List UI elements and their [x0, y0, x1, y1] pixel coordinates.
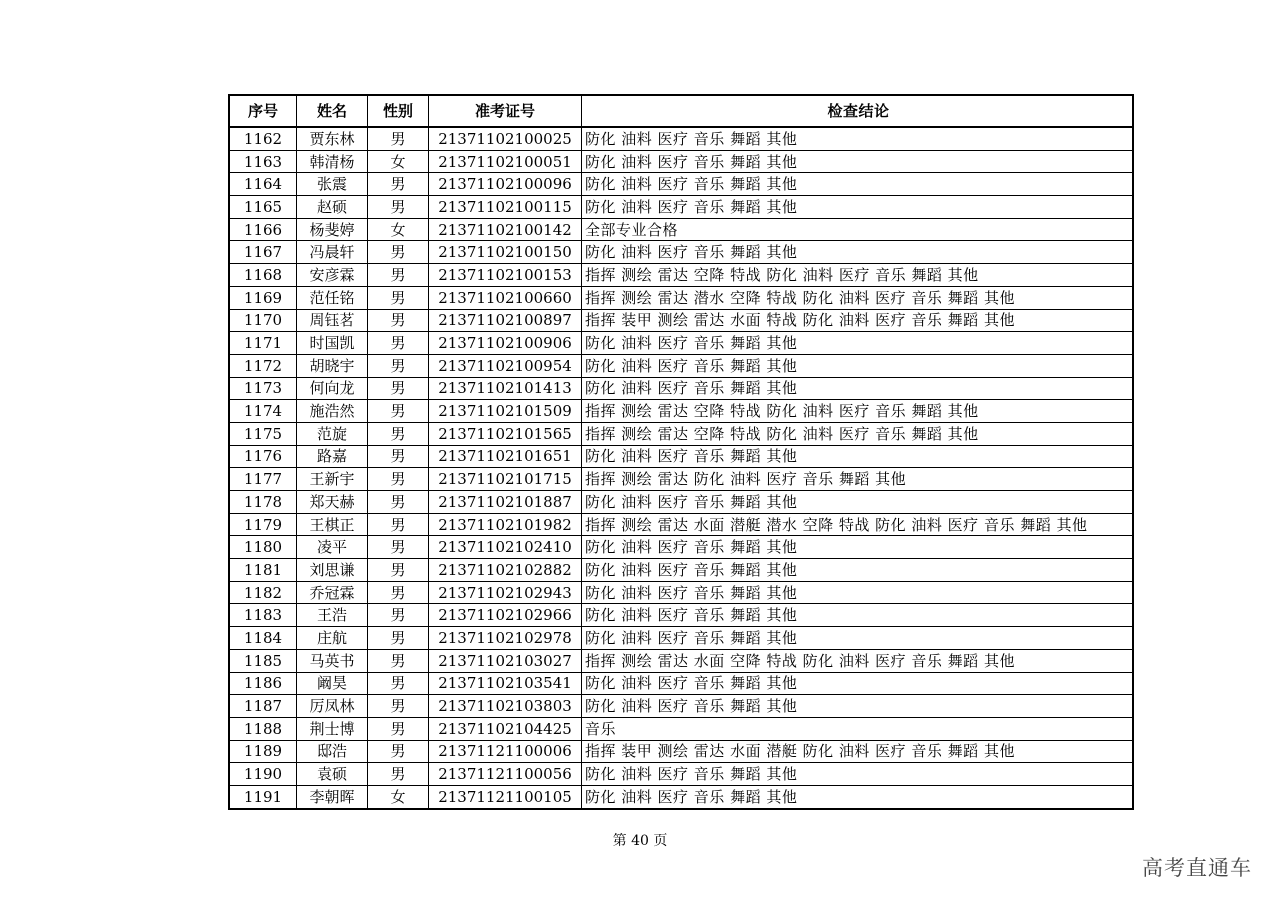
table-row [229, 627, 1133, 650]
table-row [229, 127, 1133, 150]
table-row [229, 264, 1133, 287]
row-seq: 1169 [229, 286, 297, 309]
row-conclusion: 防化 油料 医疗 音乐 舞蹈 其他 [582, 332, 1134, 355]
row-seq: 1184 [229, 627, 297, 650]
row-conclusion: 防化 油料 医疗 音乐 舞蹈 其他 [582, 536, 1134, 559]
row-name: 周钰茗 [297, 309, 368, 332]
results-table [228, 94, 1134, 810]
row-gender: 女 [368, 785, 429, 808]
row-conclusion: 防化 油料 医疗 音乐 舞蹈 其他 [582, 604, 1134, 627]
row-exam-id: 21371121100105 [429, 785, 582, 808]
row-gender: 男 [368, 740, 429, 763]
row-gender: 女 [368, 218, 429, 241]
row-conclusion: 防化 油料 医疗 音乐 舞蹈 其他 [582, 377, 1134, 400]
row-name: 乔冠霖 [297, 581, 368, 604]
row-name: 刘思谦 [297, 559, 368, 582]
row-name: 杨斐婷 [297, 218, 368, 241]
row-gender: 男 [368, 627, 429, 650]
row-exam-id: 21371102100025 [429, 127, 582, 150]
table-row [229, 422, 1133, 445]
row-gender: 男 [368, 717, 429, 740]
row-exam-id: 21371102102978 [429, 627, 582, 650]
row-exam-id: 21371102102882 [429, 559, 582, 582]
row-name: 马英书 [297, 649, 368, 672]
row-seq: 1163 [229, 150, 297, 173]
row-conclusion: 指挥 测绘 雷达 空降 特战 防化 油料 医疗 音乐 舞蹈 其他 [582, 264, 1134, 287]
table-body [229, 127, 1133, 809]
row-conclusion: 防化 油料 医疗 音乐 舞蹈 其他 [582, 559, 1134, 582]
row-conclusion: 防化 油料 医疗 音乐 舞蹈 其他 [582, 491, 1134, 514]
row-gender: 男 [368, 400, 429, 423]
row-gender: 男 [368, 354, 429, 377]
row-exam-id: 21371102101982 [429, 513, 582, 536]
row-seq: 1187 [229, 695, 297, 718]
row-seq: 1181 [229, 559, 297, 582]
row-conclusion: 指挥 测绘 雷达 潜水 空降 特战 防化 油料 医疗 音乐 舞蹈 其他 [582, 286, 1134, 309]
row-conclusion: 防化 油料 医疗 音乐 舞蹈 其他 [582, 763, 1134, 786]
row-name: 王浩 [297, 604, 368, 627]
row-conclusion: 音乐 [582, 717, 1134, 740]
row-name: 冯晨轩 [297, 241, 368, 264]
row-gender: 男 [368, 127, 429, 150]
row-exam-id: 21371121100056 [429, 763, 582, 786]
row-seq: 1188 [229, 717, 297, 740]
row-seq: 1182 [229, 581, 297, 604]
header-exam-id: 准考证号 [429, 95, 582, 127]
row-seq: 1178 [229, 491, 297, 514]
row-conclusion: 防化 油料 医疗 音乐 舞蹈 其他 [582, 581, 1134, 604]
row-exam-id: 21371102103027 [429, 649, 582, 672]
row-conclusion: 防化 油料 医疗 音乐 舞蹈 其他 [582, 173, 1134, 196]
row-exam-id: 21371102100906 [429, 332, 582, 355]
row-seq: 1168 [229, 264, 297, 287]
row-name: 施浩然 [297, 400, 368, 423]
row-exam-id: 21371102100096 [429, 173, 582, 196]
row-exam-id: 21371102103541 [429, 672, 582, 695]
header-name: 姓名 [297, 95, 368, 127]
row-name: 厉凤林 [297, 695, 368, 718]
table-row [229, 196, 1133, 219]
row-seq: 1164 [229, 173, 297, 196]
row-name: 路嘉 [297, 445, 368, 468]
row-gender: 男 [368, 491, 429, 514]
row-name: 郑天赫 [297, 491, 368, 514]
row-exam-id: 21371102101887 [429, 491, 582, 514]
table-row [229, 717, 1133, 740]
row-gender: 男 [368, 559, 429, 582]
table-row [229, 445, 1133, 468]
row-conclusion: 防化 油料 医疗 音乐 舞蹈 其他 [582, 354, 1134, 377]
row-conclusion: 防化 油料 医疗 音乐 舞蹈 其他 [582, 627, 1134, 650]
row-name: 赵硕 [297, 196, 368, 219]
row-seq: 1177 [229, 468, 297, 491]
row-name: 范旋 [297, 422, 368, 445]
row-seq: 1166 [229, 218, 297, 241]
table-row [229, 513, 1133, 536]
table-header-row [229, 95, 1133, 127]
row-name: 安彦霖 [297, 264, 368, 287]
row-seq: 1191 [229, 785, 297, 808]
row-seq: 1172 [229, 354, 297, 377]
header-seq: 序号 [229, 95, 297, 127]
row-gender: 男 [368, 422, 429, 445]
row-gender: 男 [368, 264, 429, 287]
row-exam-id: 21371102103803 [429, 695, 582, 718]
table-row [229, 332, 1133, 355]
row-gender: 男 [368, 581, 429, 604]
row-seq: 1185 [229, 649, 297, 672]
row-seq: 1173 [229, 377, 297, 400]
table-row [229, 491, 1133, 514]
row-name: 袁硕 [297, 763, 368, 786]
table-row [229, 695, 1133, 718]
watermark-text: 高考直通车 [1142, 856, 1252, 880]
row-name: 邸浩 [297, 740, 368, 763]
row-seq: 1186 [229, 672, 297, 695]
row-name: 时国凯 [297, 332, 368, 355]
row-conclusion: 防化 油料 医疗 音乐 舞蹈 其他 [582, 241, 1134, 264]
row-exam-id: 21371102100051 [429, 150, 582, 173]
row-gender: 男 [368, 672, 429, 695]
table-row [229, 150, 1133, 173]
row-conclusion: 指挥 装甲 测绘 雷达 水面 特战 防化 油料 医疗 音乐 舞蹈 其他 [582, 309, 1134, 332]
row-name: 韩清杨 [297, 150, 368, 173]
row-conclusion: 防化 油料 医疗 音乐 舞蹈 其他 [582, 150, 1134, 173]
row-conclusion: 全部专业合格 [582, 218, 1134, 241]
row-name: 李朝晖 [297, 785, 368, 808]
table-row [229, 241, 1133, 264]
row-gender: 女 [368, 150, 429, 173]
row-exam-id: 21371102101509 [429, 400, 582, 423]
row-seq: 1176 [229, 445, 297, 468]
table-row [229, 354, 1133, 377]
row-conclusion: 防化 油料 医疗 音乐 舞蹈 其他 [582, 672, 1134, 695]
row-conclusion: 指挥 测绘 雷达 防化 油料 医疗 音乐 舞蹈 其他 [582, 468, 1134, 491]
row-seq: 1170 [229, 309, 297, 332]
row-gender: 男 [368, 649, 429, 672]
row-seq: 1175 [229, 422, 297, 445]
table-row [229, 763, 1133, 786]
table-row [229, 785, 1133, 808]
row-gender: 男 [368, 241, 429, 264]
table-row [229, 604, 1133, 627]
table-row [229, 400, 1133, 423]
table-row [229, 740, 1133, 763]
row-gender: 男 [368, 445, 429, 468]
row-conclusion: 指挥 测绘 雷达 水面 空降 特战 防化 油料 医疗 音乐 舞蹈 其他 [582, 649, 1134, 672]
row-seq: 1167 [229, 241, 297, 264]
table-row [229, 309, 1133, 332]
row-name: 贾东林 [297, 127, 368, 150]
row-name: 庄航 [297, 627, 368, 650]
row-conclusion: 防化 油料 医疗 音乐 舞蹈 其他 [582, 785, 1134, 808]
row-name: 阚昊 [297, 672, 368, 695]
row-conclusion: 指挥 测绘 雷达 空降 特战 防化 油料 医疗 音乐 舞蹈 其他 [582, 422, 1134, 445]
row-gender: 男 [368, 173, 429, 196]
table-row [229, 581, 1133, 604]
table-row [229, 559, 1133, 582]
row-seq: 1179 [229, 513, 297, 536]
row-exam-id: 21371121100006 [429, 740, 582, 763]
row-conclusion: 指挥 装甲 测绘 雷达 水面 潜艇 防化 油料 医疗 音乐 舞蹈 其他 [582, 740, 1134, 763]
row-gender: 男 [368, 332, 429, 355]
row-name: 凌平 [297, 536, 368, 559]
row-gender: 男 [368, 604, 429, 627]
table-row [229, 286, 1133, 309]
row-exam-id: 21371102102966 [429, 604, 582, 627]
row-exam-id: 21371102100150 [429, 241, 582, 264]
row-name: 张震 [297, 173, 368, 196]
row-conclusion: 指挥 测绘 雷达 空降 特战 防化 油料 医疗 音乐 舞蹈 其他 [582, 400, 1134, 423]
row-gender: 男 [368, 309, 429, 332]
row-name: 荆士博 [297, 717, 368, 740]
row-gender: 男 [368, 196, 429, 219]
row-exam-id: 21371102102410 [429, 536, 582, 559]
row-exam-id: 21371102100954 [429, 354, 582, 377]
table-row [229, 649, 1133, 672]
table-row [229, 218, 1133, 241]
row-name: 范任铭 [297, 286, 368, 309]
row-seq: 1165 [229, 196, 297, 219]
table-row [229, 468, 1133, 491]
table-row [229, 536, 1133, 559]
row-gender: 男 [368, 695, 429, 718]
row-exam-id: 21371102101565 [429, 422, 582, 445]
row-name: 何向龙 [297, 377, 368, 400]
row-exam-id: 21371102101651 [429, 445, 582, 468]
row-conclusion: 防化 油料 医疗 音乐 舞蹈 其他 [582, 127, 1134, 150]
row-seq: 1190 [229, 763, 297, 786]
row-gender: 男 [368, 468, 429, 491]
row-exam-id: 21371102101413 [429, 377, 582, 400]
row-exam-id: 21371102100660 [429, 286, 582, 309]
row-seq: 1162 [229, 127, 297, 150]
row-exam-id: 21371102100115 [429, 196, 582, 219]
row-conclusion: 防化 油料 医疗 音乐 舞蹈 其他 [582, 695, 1134, 718]
header-conclusion: 检查结论 [582, 95, 1134, 127]
row-exam-id: 21371102102943 [429, 581, 582, 604]
row-exam-id: 21371102100153 [429, 264, 582, 287]
row-seq: 1174 [229, 400, 297, 423]
row-name: 王棋正 [297, 513, 368, 536]
row-exam-id: 21371102104425 [429, 717, 582, 740]
header-gender: 性别 [368, 95, 429, 127]
table-row [229, 173, 1133, 196]
row-seq: 1183 [229, 604, 297, 627]
row-exam-id: 21371102100897 [429, 309, 582, 332]
row-conclusion: 防化 油料 医疗 音乐 舞蹈 其他 [582, 196, 1134, 219]
row-conclusion: 防化 油料 医疗 音乐 舞蹈 其他 [582, 445, 1134, 468]
table-row [229, 672, 1133, 695]
row-exam-id: 21371102100142 [429, 218, 582, 241]
row-gender: 男 [368, 377, 429, 400]
row-name: 王新宇 [297, 468, 368, 491]
row-gender: 男 [368, 513, 429, 536]
row-conclusion: 指挥 测绘 雷达 水面 潜艇 潜水 空降 特战 防化 油料 医疗 音乐 舞蹈 其他 [582, 513, 1134, 536]
row-gender: 男 [368, 536, 429, 559]
row-seq: 1180 [229, 536, 297, 559]
row-seq: 1189 [229, 740, 297, 763]
row-name: 胡晓宇 [297, 354, 368, 377]
table-row [229, 377, 1133, 400]
row-gender: 男 [368, 763, 429, 786]
page-number: 第 40 页 [612, 833, 668, 849]
row-gender: 男 [368, 286, 429, 309]
row-exam-id: 21371102101715 [429, 468, 582, 491]
row-seq: 1171 [229, 332, 297, 355]
